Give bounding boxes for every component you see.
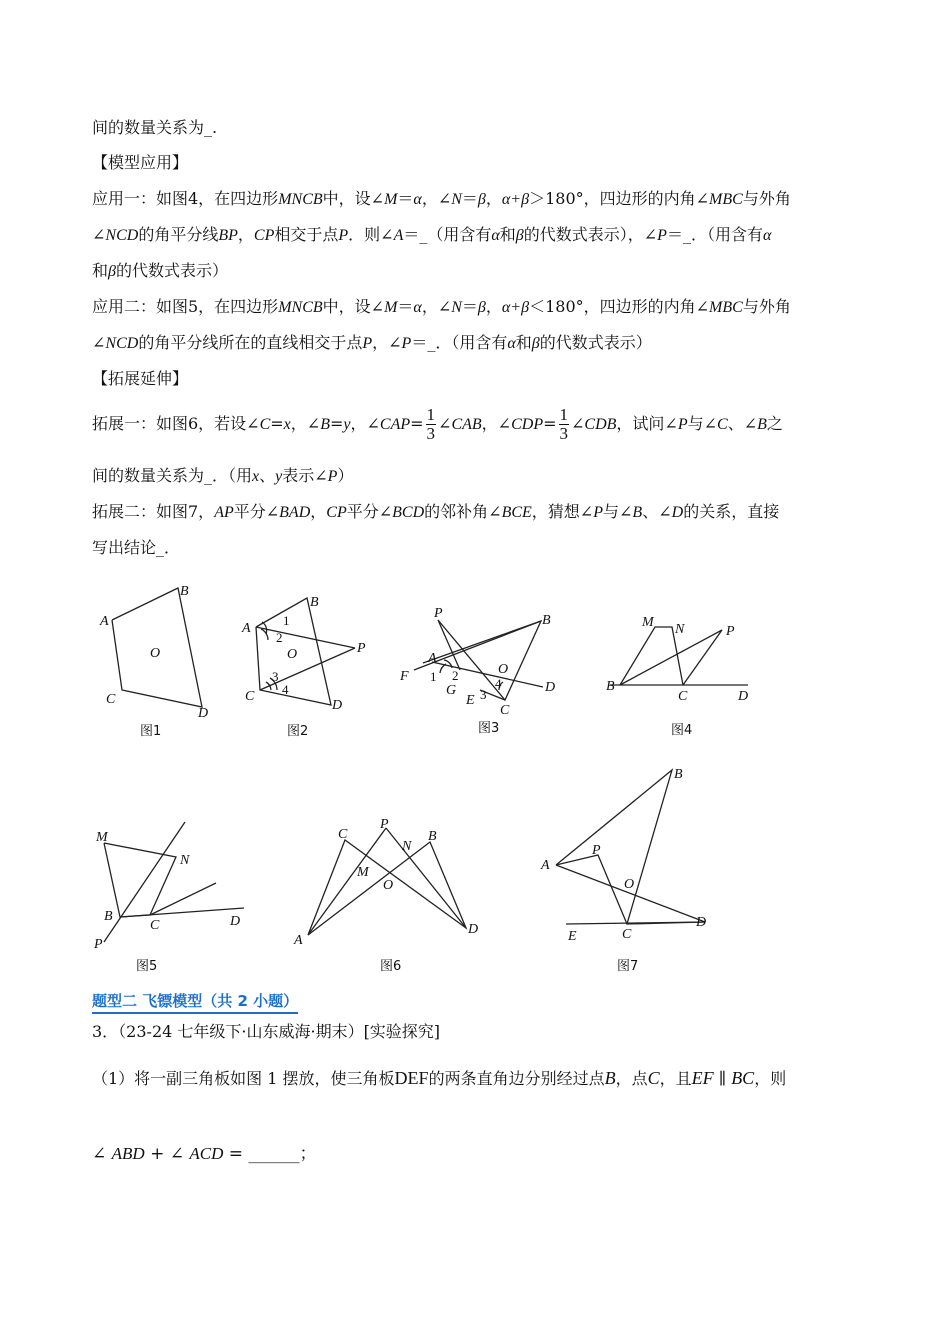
svg-text:C: C xyxy=(338,827,348,842)
svg-text:1: 1 xyxy=(283,613,290,628)
svg-text:C: C xyxy=(106,692,116,707)
svg-text:P: P xyxy=(592,843,601,858)
caption-fig5: 图5 xyxy=(136,959,158,974)
svg-text:D: D xyxy=(545,680,556,695)
svg-text:O: O xyxy=(287,647,298,662)
svg-text:A: A xyxy=(100,614,109,629)
svg-text:M: M xyxy=(642,615,654,630)
figure-5 xyxy=(93,822,244,974)
figure-1 xyxy=(99,584,208,739)
caption-fig7: 图7 xyxy=(617,959,639,974)
svg-text:B: B xyxy=(542,613,551,628)
application-two-line-1: 应用二：如图5，在四边形MNCB中，设∠M＝α，∠N＝β，α+β＜180°，四边形的内角∠MBC与外角 xyxy=(92,297,791,316)
svg-text:G: G xyxy=(446,683,457,698)
svg-text:4: 4 xyxy=(495,676,502,691)
application-one-line-1: 应用一：如图4，在四边形MNCB中，设∠M＝α，∠N＝β，α+β＞180°，四边形的内角∠MBC与外角 xyxy=(92,189,791,208)
svg-text:B: B xyxy=(674,767,683,782)
svg-text:N: N xyxy=(675,622,685,637)
svg-text:D: D xyxy=(332,698,343,713)
extension-two-line-2: 写出结论_． xyxy=(92,538,181,557)
svg-text:O: O xyxy=(383,878,394,893)
caption-fig1: 图1 xyxy=(140,724,162,739)
svg-text:P: P xyxy=(357,641,366,656)
svg-text:P: P xyxy=(380,817,389,832)
question-3-part-1: （1）将一副三角板如图 1 摆放，使三角板DEF的两条直角边分别经过点B，点C，且EF ∥ BC，则 xyxy=(92,1068,787,1088)
svg-text:A: A xyxy=(242,621,251,636)
svg-text:P: P xyxy=(434,606,443,621)
application-one-line-3: 和β的代数式表示） xyxy=(92,261,228,280)
svg-text:M: M xyxy=(357,865,369,880)
svg-text:O: O xyxy=(624,877,635,892)
svg-text:O: O xyxy=(498,662,509,677)
svg-text:3: 3 xyxy=(272,669,279,684)
fraction-one-third: $\frac{1}{3}$ xyxy=(426,405,436,443)
svg-text:C: C xyxy=(622,927,632,942)
svg-text:D: D xyxy=(468,922,479,937)
svg-text:B: B xyxy=(428,829,437,844)
caption-fig4: 图4 xyxy=(671,723,693,738)
extension-one-line-2: 间的数量关系为_．（用x、y表示∠P） xyxy=(92,466,354,485)
svg-text:D: D xyxy=(738,689,749,704)
svg-text:2: 2 xyxy=(452,668,459,683)
svg-text:C: C xyxy=(500,703,510,718)
svg-text:4: 4 xyxy=(282,682,289,697)
caption-fig3: 图3 xyxy=(478,721,500,736)
extension-two-line-1: 拓展二：如图7，AP平分∠BAD，CP平分∠BCD的邻补角∠BCE，猜想∠P与∠B、∠D的关系，直接 xyxy=(92,502,780,521)
svg-text:D: D xyxy=(198,706,209,721)
extension-one-line-1: 拓展一：如图6，若设∠C=x，∠B=y，∠CAP= $\frac{1}{3}$ ∠CAB，∠CDP= $\frac{1}{3}$ ∠CDB，试问∠P与∠C、∠B之 xyxy=(92,405,783,443)
svg-text:C: C xyxy=(150,918,160,933)
fig5-quad xyxy=(104,843,176,917)
svg-text:3: 3 xyxy=(480,687,487,702)
svg-text:2: 2 xyxy=(276,630,283,645)
svg-text:B: B xyxy=(104,909,113,924)
caption-fig6: 图6 xyxy=(380,959,402,974)
svg-text:E: E xyxy=(568,929,577,944)
question-3-header: 3．（23-24 七年级下·山东威海·期末）[实验探究] xyxy=(92,1022,441,1041)
svg-text:E: E xyxy=(466,693,475,708)
svg-text:M: M xyxy=(96,830,108,845)
svg-text:B: B xyxy=(310,595,319,610)
heading-text: 【拓展延伸】 xyxy=(92,369,189,388)
svg-text:N: N xyxy=(180,853,190,868)
application-two-line-2: ∠NCD的角平分线所在的直线相交于点P，∠P＝_．（用含有α和β的代数式表示） xyxy=(92,333,652,352)
fig7-shape xyxy=(556,770,705,924)
application-one-line-2: ∠NCD的角平分线BP，CP相交于点P．则∠A＝_（用含有α和β的代数式表示），∠P＝_．（用含有α xyxy=(92,225,772,244)
fraction-one-third-2: $\frac{1}{3}$ xyxy=(559,405,568,443)
svg-text:A: A xyxy=(541,858,550,873)
heading-text: 【模型应用】 xyxy=(92,153,189,172)
svg-text:F: F xyxy=(400,669,409,684)
figure-7 xyxy=(540,767,706,974)
svg-text:B: B xyxy=(180,584,189,599)
svg-text:A: A xyxy=(428,651,437,666)
svg-text:N: N xyxy=(402,839,412,854)
figure-2 xyxy=(241,595,366,739)
question-3-part-1-formula: ∠ ABD + ∠ ACD = ______； xyxy=(92,1144,317,1164)
svg-text:A: A xyxy=(294,933,303,948)
svg-text:D: D xyxy=(230,914,241,929)
svg-text:P: P xyxy=(726,624,735,639)
caption-fig2: 图2 xyxy=(287,724,309,739)
svg-text:P: P xyxy=(94,937,103,952)
line-text: 间的数量关系为_. xyxy=(92,118,218,137)
svg-text:O: O xyxy=(150,646,161,661)
svg-text:B: B xyxy=(606,679,615,694)
section-title: 题型二 飞镖模型（共 2 小题） xyxy=(92,990,298,1014)
figure-6 xyxy=(293,817,478,974)
svg-text:1: 1 xyxy=(430,669,437,684)
figure-4 xyxy=(606,615,748,738)
figure-3 xyxy=(399,606,555,736)
svg-text:C: C xyxy=(245,689,255,704)
svg-text:C: C xyxy=(678,689,688,704)
svg-text:D: D xyxy=(696,915,707,930)
